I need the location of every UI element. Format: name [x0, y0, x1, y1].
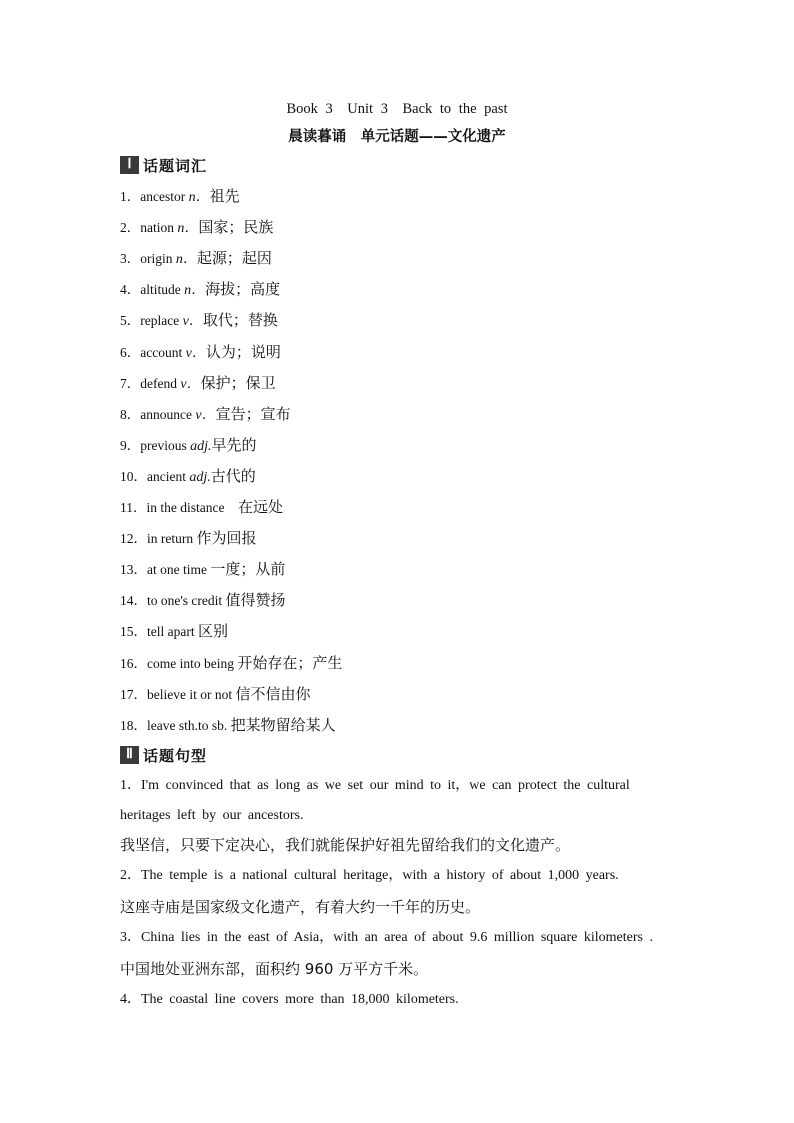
vocab-english: account — [140, 344, 186, 360]
vocab-english: believe it or not — [147, 686, 236, 702]
vocab-english: nation — [140, 220, 178, 236]
vocabulary-item — [120, 185, 240, 207]
vocabulary-item — [120, 278, 280, 300]
vocab-part-of-speech: v． — [180, 376, 201, 392]
vocab-english: previous — [140, 437, 191, 453]
section-title: 话题句型 — [143, 746, 208, 765]
vocab-part-of-speech: n． — [184, 283, 206, 299]
vocab-number: 17． — [120, 686, 147, 702]
vocabulary-item — [120, 216, 273, 238]
vocab-number: 8． — [120, 406, 141, 422]
section-numeral: Ⅱ — [120, 746, 139, 764]
vocab-chinese: 作为回报 — [196, 529, 257, 548]
vocabulary-item — [120, 434, 257, 456]
vocab-number: 2． — [120, 220, 141, 236]
vocab-number: 10． — [120, 468, 147, 484]
vocab-chinese: 古代的 — [210, 466, 256, 485]
vocab-english: ancient — [147, 468, 190, 484]
vocab-number: 1． — [120, 189, 141, 204]
vocab-number: 18． — [120, 717, 147, 733]
vocabulary-item — [120, 465, 256, 487]
vocabulary-item — [120, 683, 311, 705]
vocab-number: 16． — [120, 655, 147, 671]
vocab-part-of-speech: n． — [175, 252, 197, 268]
vocab-english: in return — [147, 531, 197, 547]
vocab-english: come into being — [147, 655, 238, 671]
vocab-english: replace — [140, 313, 183, 329]
vocabulary-item — [120, 247, 272, 269]
vocab-number: 6． — [120, 344, 141, 360]
vocab-chinese: 国家；民族 — [198, 218, 274, 237]
vocab-chinese: 信不信由你 — [235, 684, 311, 703]
vocab-number: 12． — [120, 531, 147, 547]
vocab-english: in the distance — [146, 500, 238, 515]
vocab-number: 4． — [120, 282, 141, 298]
vocab-english: to one's credit — [147, 593, 226, 609]
vocab-chinese: 宣告；宣布 — [215, 404, 291, 423]
vocab-chinese: 祖先 — [209, 187, 240, 205]
vocabulary-item — [120, 558, 285, 580]
vocab-chinese: 起源；起因 — [196, 249, 272, 268]
vocab-chinese: 在远处 — [237, 498, 283, 516]
section-vocabulary-header — [120, 155, 207, 175]
sentence-chinese: 这座寺庙是国家级文化遗产，有着大约一千年的历史。 — [120, 898, 481, 916]
sentence-chinese: 中国地处亚洲东部，面积约 960 万平方千米。 — [120, 960, 429, 978]
vocab-number: 5． — [120, 313, 141, 329]
vocab-chinese: 一度；从前 — [210, 560, 286, 579]
sentence-english: 1．I'm convinced that as long as we set our mind to it，we can protect the cultural heritages left by our ancestors. — [120, 778, 630, 823]
vocab-english: at one time — [147, 562, 211, 578]
vocab-part-of-speech: v． — [195, 407, 216, 423]
vocab-chinese: 把某物留给某人 — [230, 715, 336, 734]
vocab-english: announce — [140, 406, 196, 422]
vocab-number: 9． — [120, 437, 141, 453]
vocab-chinese: 取代；替换 — [202, 311, 278, 330]
vocab-chinese: 保护；保卫 — [200, 373, 276, 392]
vocab-part-of-speech: v． — [182, 314, 203, 330]
vocabulary-item — [120, 527, 257, 549]
vocab-part-of-speech: v． — [185, 345, 206, 361]
vocab-english: ancestor — [140, 189, 189, 204]
vocab-chinese: 海拔；高度 — [205, 280, 281, 299]
vocab-number: 13． — [120, 562, 147, 578]
vocabulary-item — [120, 496, 283, 518]
vocabulary-item — [120, 403, 291, 425]
vocabulary-item — [120, 341, 281, 363]
sentence-chinese: 我坚信，只要下定决心，我们就能保护好祖先留给我们的文化遗产。 — [120, 836, 571, 854]
vocab-english: origin — [140, 251, 176, 267]
vocab-number: 11． — [120, 500, 147, 515]
vocab-chinese: 认为；说明 — [205, 342, 281, 361]
vocab-chinese: 值得赞扬 — [225, 591, 286, 610]
vocab-english: defend — [140, 375, 181, 391]
vocabulary-item — [120, 620, 228, 642]
sentence-english: 3．China lies in the east of Asia，with an area of about 9.6 million square kilometers . — [120, 930, 653, 945]
vocabulary-item — [120, 714, 336, 736]
section-sentences-header — [120, 745, 207, 765]
sentence-english: 4．The coastal line covers more than 18,000 kilometers. — [120, 992, 459, 1007]
vocab-english: altitude — [140, 282, 185, 298]
vocab-chinese: 开始存在；产生 — [237, 653, 343, 672]
vocabulary-item — [120, 652, 342, 674]
vocab-part-of-speech: n． — [188, 190, 210, 205]
page-subtitle: 晨读暮诵 单元话题——文化遗产 — [288, 129, 506, 145]
vocab-part-of-speech: n． — [177, 221, 199, 237]
vocab-english: leave sth.to sb. — [147, 717, 231, 733]
page-title: Book 3 Unit 3 Back to the past — [286, 101, 508, 117]
section-title: 话题词汇 — [143, 156, 208, 175]
vocabulary-item — [120, 589, 286, 611]
vocab-part-of-speech: adj. — [189, 469, 211, 485]
vocab-number: 15． — [120, 624, 147, 640]
vocab-chinese: 区别 — [197, 622, 228, 641]
vocab-number: 3． — [120, 251, 141, 267]
vocab-english: tell apart — [147, 624, 198, 640]
vocab-chinese: 早先的 — [211, 435, 257, 454]
section-numeral: Ⅰ — [120, 156, 139, 174]
vocabulary-item — [120, 372, 276, 394]
sentence-english: 2．The temple is a national cultural heritage，with a history of about 1,000 years. — [120, 868, 619, 883]
vocab-number: 14． — [120, 593, 147, 609]
vocabulary-item — [120, 309, 278, 331]
vocab-part-of-speech: adj. — [190, 438, 212, 454]
vocab-number: 7． — [120, 375, 141, 391]
